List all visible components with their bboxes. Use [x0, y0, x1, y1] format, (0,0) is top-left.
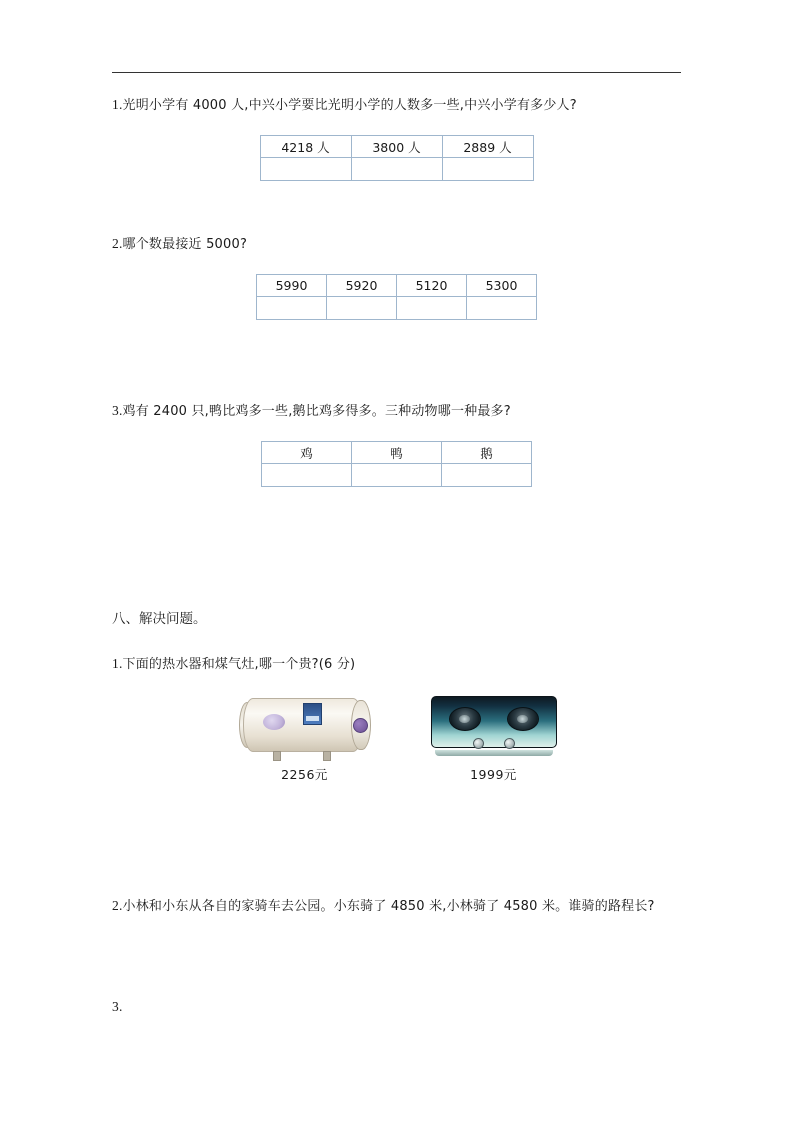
- answer-cell[interactable]: [397, 297, 467, 320]
- answer-cell[interactable]: [351, 158, 442, 181]
- stove-knob-right: [504, 738, 515, 749]
- heater-decal: [263, 714, 285, 730]
- answer-cell[interactable]: [262, 464, 352, 487]
- answer-cell[interactable]: [257, 297, 327, 320]
- spacer: [112, 783, 681, 895]
- section-item-2-number: 2.: [112, 898, 123, 914]
- table-row: [262, 464, 532, 487]
- heater-pipe-right: [323, 751, 331, 761]
- question-3-number: 3.: [112, 403, 123, 419]
- option-cell[interactable]: 5120: [397, 275, 467, 297]
- spacer: [112, 627, 681, 653]
- answer-cell[interactable]: [442, 464, 532, 487]
- stove-burner-right: [507, 707, 539, 731]
- section-item-3: [112, 996, 681, 1019]
- answer-cell[interactable]: [467, 297, 537, 320]
- option-cell[interactable]: 4218 人: [260, 136, 351, 158]
- stove-burner-left: [449, 707, 481, 731]
- section-item-1-number: 1.: [112, 656, 123, 672]
- spacer: [112, 320, 681, 400]
- heater-display-panel: [303, 703, 322, 725]
- question-2: [112, 233, 681, 256]
- table-row: [257, 297, 537, 320]
- section-item-2: [112, 895, 681, 918]
- spacer: [112, 181, 681, 233]
- spacer: [112, 487, 681, 607]
- table-row: [260, 136, 533, 158]
- answer-table-2: [256, 274, 537, 320]
- water-heater-price: 2256元: [281, 767, 328, 783]
- section-item-2-text: 小林和小东从各自的家骑车去公园。小东骑了 4850 米,小林骑了 4580 米。谁骑的路程长?: [122, 899, 655, 915]
- answer-cell[interactable]: [352, 464, 442, 487]
- question-1-text: 光明小学有 4000 人,中兴小学要比光明小学的人数多一些,中兴小学有多少人?: [122, 98, 577, 113]
- answer-cell[interactable]: [442, 158, 533, 181]
- answer-cell[interactable]: [327, 297, 397, 320]
- question-3-text: 鸡有 2400 只,鸭比鸡多一些,鹅比鸡多得多。三种动物哪一种最多?: [122, 404, 511, 420]
- product-gas-stove: [431, 694, 557, 783]
- header-divider: [112, 72, 681, 73]
- heater-knob: [353, 718, 368, 733]
- product-images: [112, 694, 681, 783]
- question-1: [112, 94, 681, 117]
- answer-table-1: [260, 135, 534, 181]
- heater-pipe-left: [273, 751, 281, 761]
- question-2-text: 哪个数最接近 5000?: [122, 237, 248, 253]
- section-item-1-text: 下面的热水器和煤气灶,哪一个贵?(6 分): [122, 657, 356, 673]
- water-heater-icon: [237, 694, 373, 756]
- section-item-1: [112, 653, 681, 676]
- table-row: [260, 158, 533, 181]
- question-3: [112, 400, 681, 423]
- answer-cell[interactable]: [260, 158, 351, 181]
- stove-base: [435, 750, 553, 756]
- option-cell[interactable]: 5920: [327, 275, 397, 297]
- answer-table-3: [261, 441, 532, 487]
- option-cell[interactable]: 2889 人: [442, 136, 533, 158]
- section-item-3-number: 3.: [112, 999, 123, 1015]
- option-cell[interactable]: 5990: [257, 275, 327, 297]
- option-cell[interactable]: 鹅: [442, 442, 532, 464]
- table-row: [262, 442, 532, 464]
- option-cell[interactable]: 鸭: [352, 442, 442, 464]
- section-heading: 八、解决问题。: [112, 611, 207, 628]
- option-cell[interactable]: 3800 人: [351, 136, 442, 158]
- gas-stove-price: 1999元: [470, 767, 517, 783]
- product-water-heater: [237, 694, 373, 783]
- gas-stove-icon: [431, 694, 557, 756]
- stove-knob-left: [473, 738, 484, 749]
- document-content: [112, 94, 681, 1020]
- question-1-number: 1.: [112, 97, 123, 112]
- option-cell[interactable]: 5300: [467, 275, 537, 297]
- table-row: [257, 275, 537, 297]
- option-cell[interactable]: 鸡: [262, 442, 352, 464]
- question-2-number: 2.: [112, 236, 123, 252]
- spacer: [112, 918, 681, 996]
